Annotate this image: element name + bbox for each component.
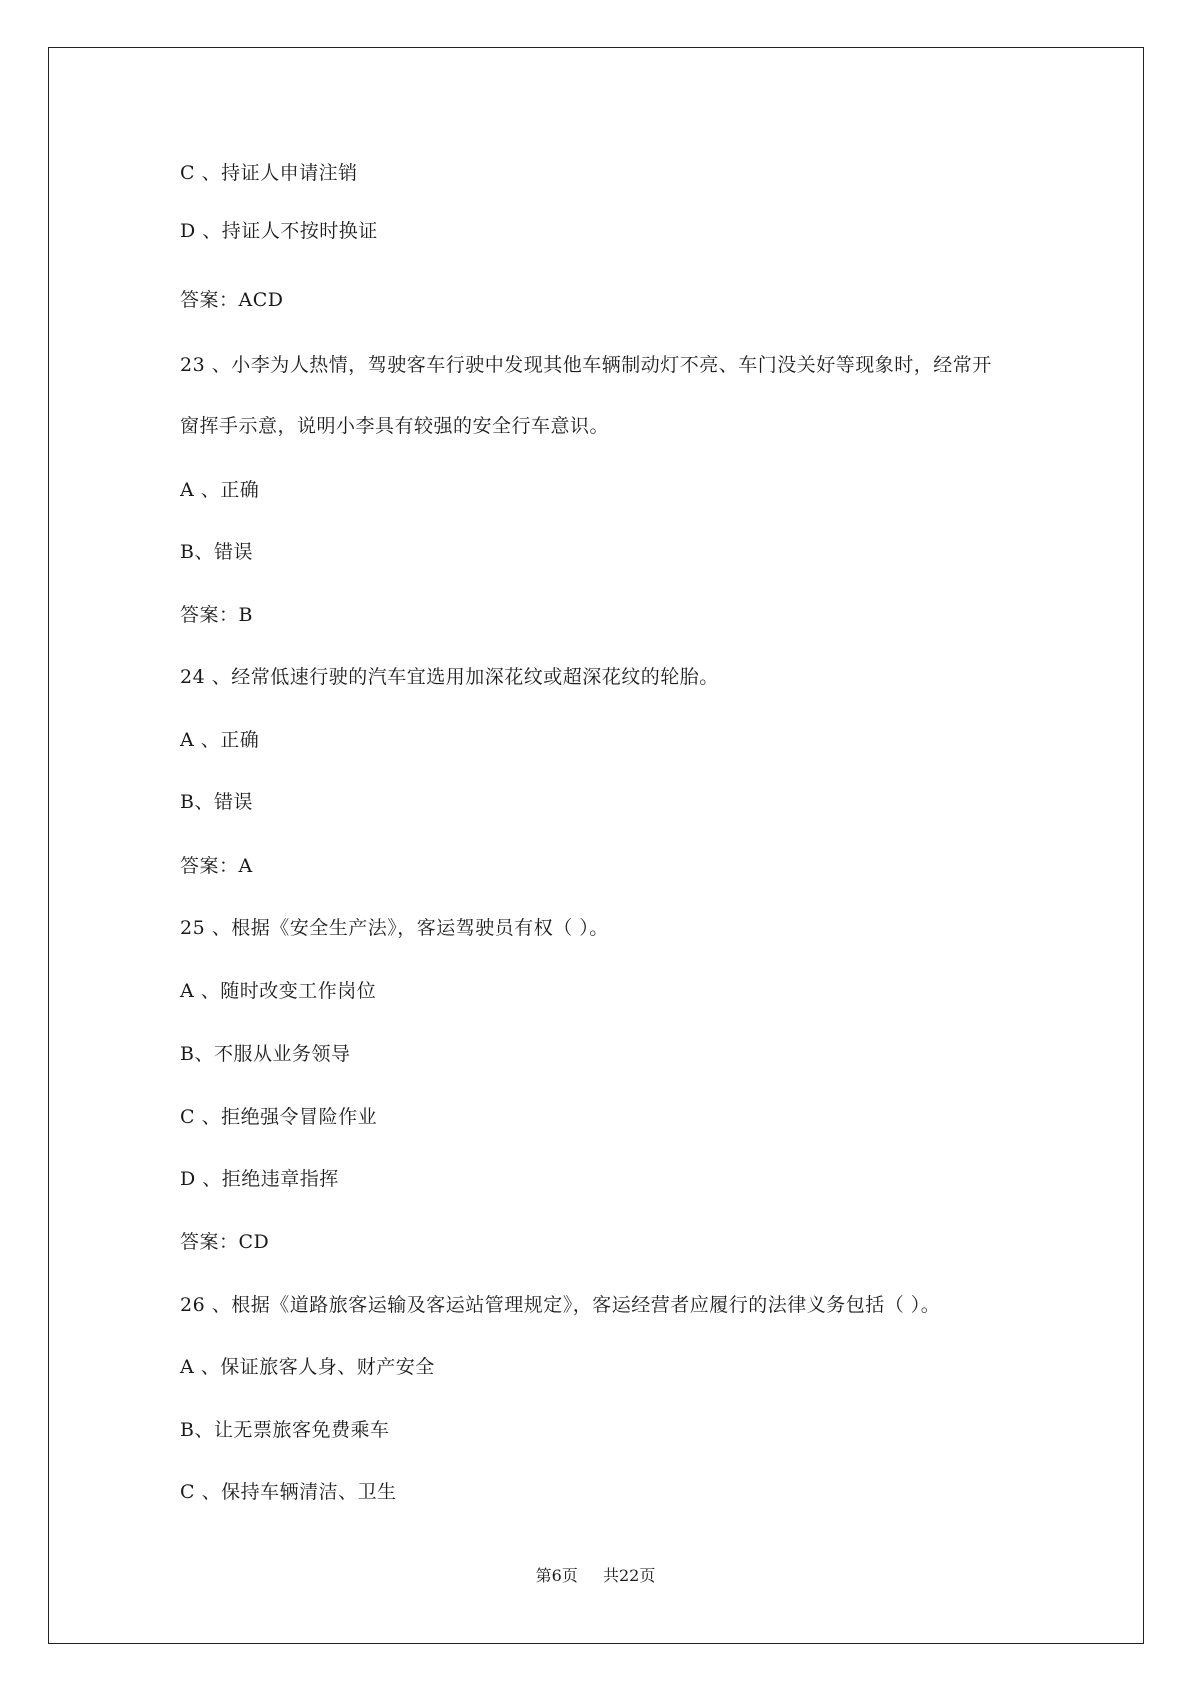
answer-line: 答案：A xyxy=(180,855,253,877)
option-line: B、错误 xyxy=(180,541,253,563)
answer-line: 答案：CD xyxy=(180,1231,270,1253)
question-line: 23 、小李为人热情，驾驶客车行驶中发现其他车辆制动灯不亮、车门没关好等现象时，经常开 xyxy=(180,354,992,376)
option-line: A 、随时改变工作岗位 xyxy=(180,980,377,1002)
option-line: B、不服从业务领导 xyxy=(180,1043,351,1065)
option-line: D 、拒绝违章指挥 xyxy=(180,1168,339,1190)
answer-line: 答案：ACD xyxy=(180,289,284,311)
page-total: 共22页 xyxy=(602,1566,656,1585)
question-line: 26 、根据《道路旅客运输及客运站管理规定》，客运经营者应履行的法律义务包括（ ）。 xyxy=(180,1294,941,1316)
option-line: C 、拒绝强令冒险作业 xyxy=(180,1106,378,1128)
page-number: 第6页 xyxy=(535,1566,578,1585)
answer-line: 答案：B xyxy=(180,604,253,626)
option-line: A 、正确 xyxy=(180,479,260,501)
option-line: C 、持证人申请注销 xyxy=(180,162,358,184)
option-line: D 、持证人不按时换证 xyxy=(180,220,378,242)
question-line-continued: 窗挥手示意，说明小李具有较强的安全行车意识。 xyxy=(180,415,610,437)
option-line: B、让无票旅客免费乘车 xyxy=(180,1419,390,1441)
question-line: 24 、经常低速行驶的汽车宜选用加深花纹或超深花纹的轮胎。 xyxy=(180,666,719,688)
option-line: B、错误 xyxy=(180,791,253,813)
option-line: A 、保证旅客人身、财产安全 xyxy=(180,1356,435,1378)
page-footer xyxy=(0,1565,1191,1587)
option-line: C 、保持车辆清洁、卫生 xyxy=(180,1481,397,1503)
option-line: A 、正确 xyxy=(180,729,260,751)
question-line: 25 、根据《安全生产法》，客运驾驶员有权（ ）。 xyxy=(180,917,609,939)
